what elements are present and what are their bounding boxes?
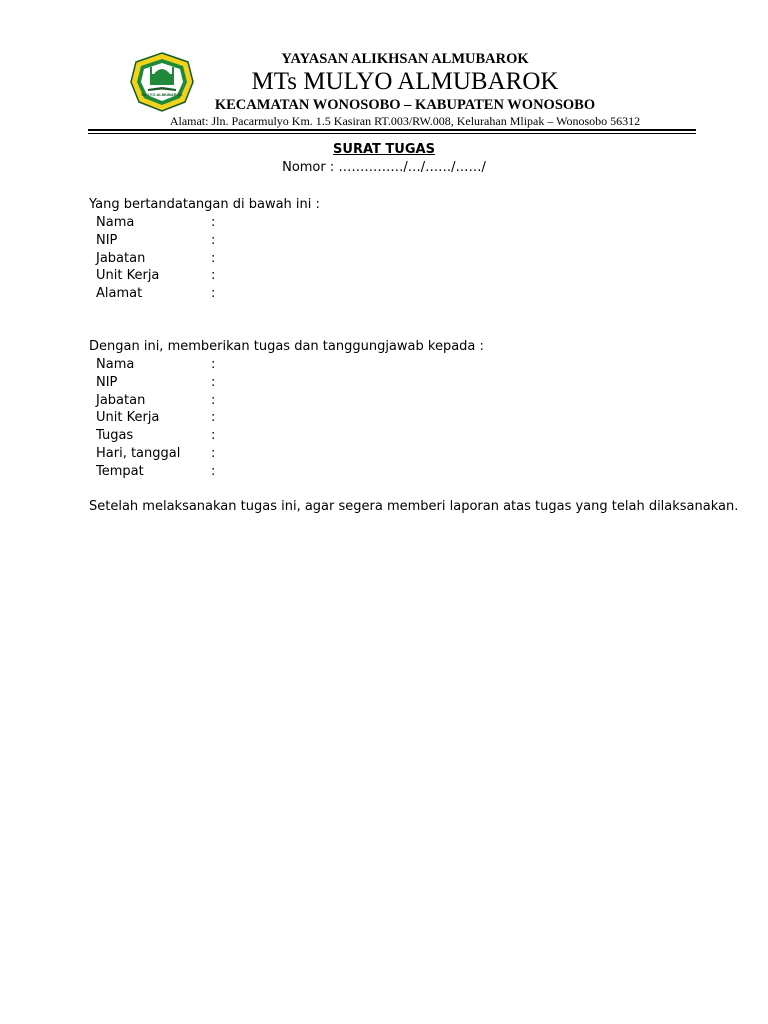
field-label: Alamat bbox=[96, 286, 143, 302]
field-label: Tugas bbox=[96, 428, 134, 444]
document-number: Nomor : ……………/…/……/……/ bbox=[282, 160, 486, 175]
field-colon: : bbox=[211, 428, 216, 444]
field-label: Jabatan bbox=[96, 250, 146, 266]
intro-text: Yang bertandatangan di bawah ini : bbox=[89, 197, 320, 212]
field-colon: : bbox=[211, 250, 216, 266]
field-colon: : bbox=[211, 410, 216, 426]
foundation-name: YAYASAN ALIKHSAN ALMUBAROK bbox=[281, 51, 529, 67]
field-colon: : bbox=[211, 232, 216, 248]
field-label: Nama bbox=[96, 357, 135, 372]
field-label: Unit Kerja bbox=[96, 410, 160, 426]
field-label: Unit Kerja bbox=[96, 268, 160, 284]
field-colon: : bbox=[211, 463, 216, 479]
field-colon: : bbox=[211, 445, 216, 461]
field-colon: : bbox=[211, 374, 216, 390]
school-name: MTs MULYO ALMUBAROK bbox=[251, 68, 559, 95]
field-label: NIP bbox=[96, 374, 118, 390]
letterhead bbox=[130, 50, 680, 129]
header-divider-thin bbox=[88, 133, 696, 134]
field-label: NIP bbox=[96, 232, 118, 248]
field-label: Hari, tanggal bbox=[96, 445, 181, 461]
field-label: Tempat bbox=[96, 463, 144, 479]
assignment-intro-text: Dengan ini, memberikan tugas dan tanggungjawab kepada : bbox=[89, 339, 484, 354]
field-colon: : bbox=[211, 286, 216, 302]
field-label: Nama bbox=[96, 215, 135, 230]
field-colon: : bbox=[211, 392, 216, 408]
header-divider-thick bbox=[88, 129, 696, 131]
logo-text: MULYO ALMUBAROK bbox=[141, 92, 183, 97]
field-colon: : bbox=[211, 357, 216, 372]
field-label: Jabatan bbox=[96, 392, 146, 408]
closing-text: Setelah melaksanakan tugas ini, agar segera memberi laporan atas tugas yang telah dilaksanakan. bbox=[89, 499, 739, 514]
document-title: SURAT TUGAS bbox=[333, 142, 435, 157]
district-line: KECAMATAN WONOSOBO – KABUPATEN WONOSOBO bbox=[214, 97, 596, 113]
field-colon: : bbox=[211, 215, 216, 230]
field-colon: : bbox=[211, 268, 216, 284]
address-line: Alamat: Jln. Pacarmulyo Km. 1.5 Kasiran RT.003/RW.008, Kelurahan Mlipak – Wonosobo 56312 bbox=[169, 114, 641, 128]
